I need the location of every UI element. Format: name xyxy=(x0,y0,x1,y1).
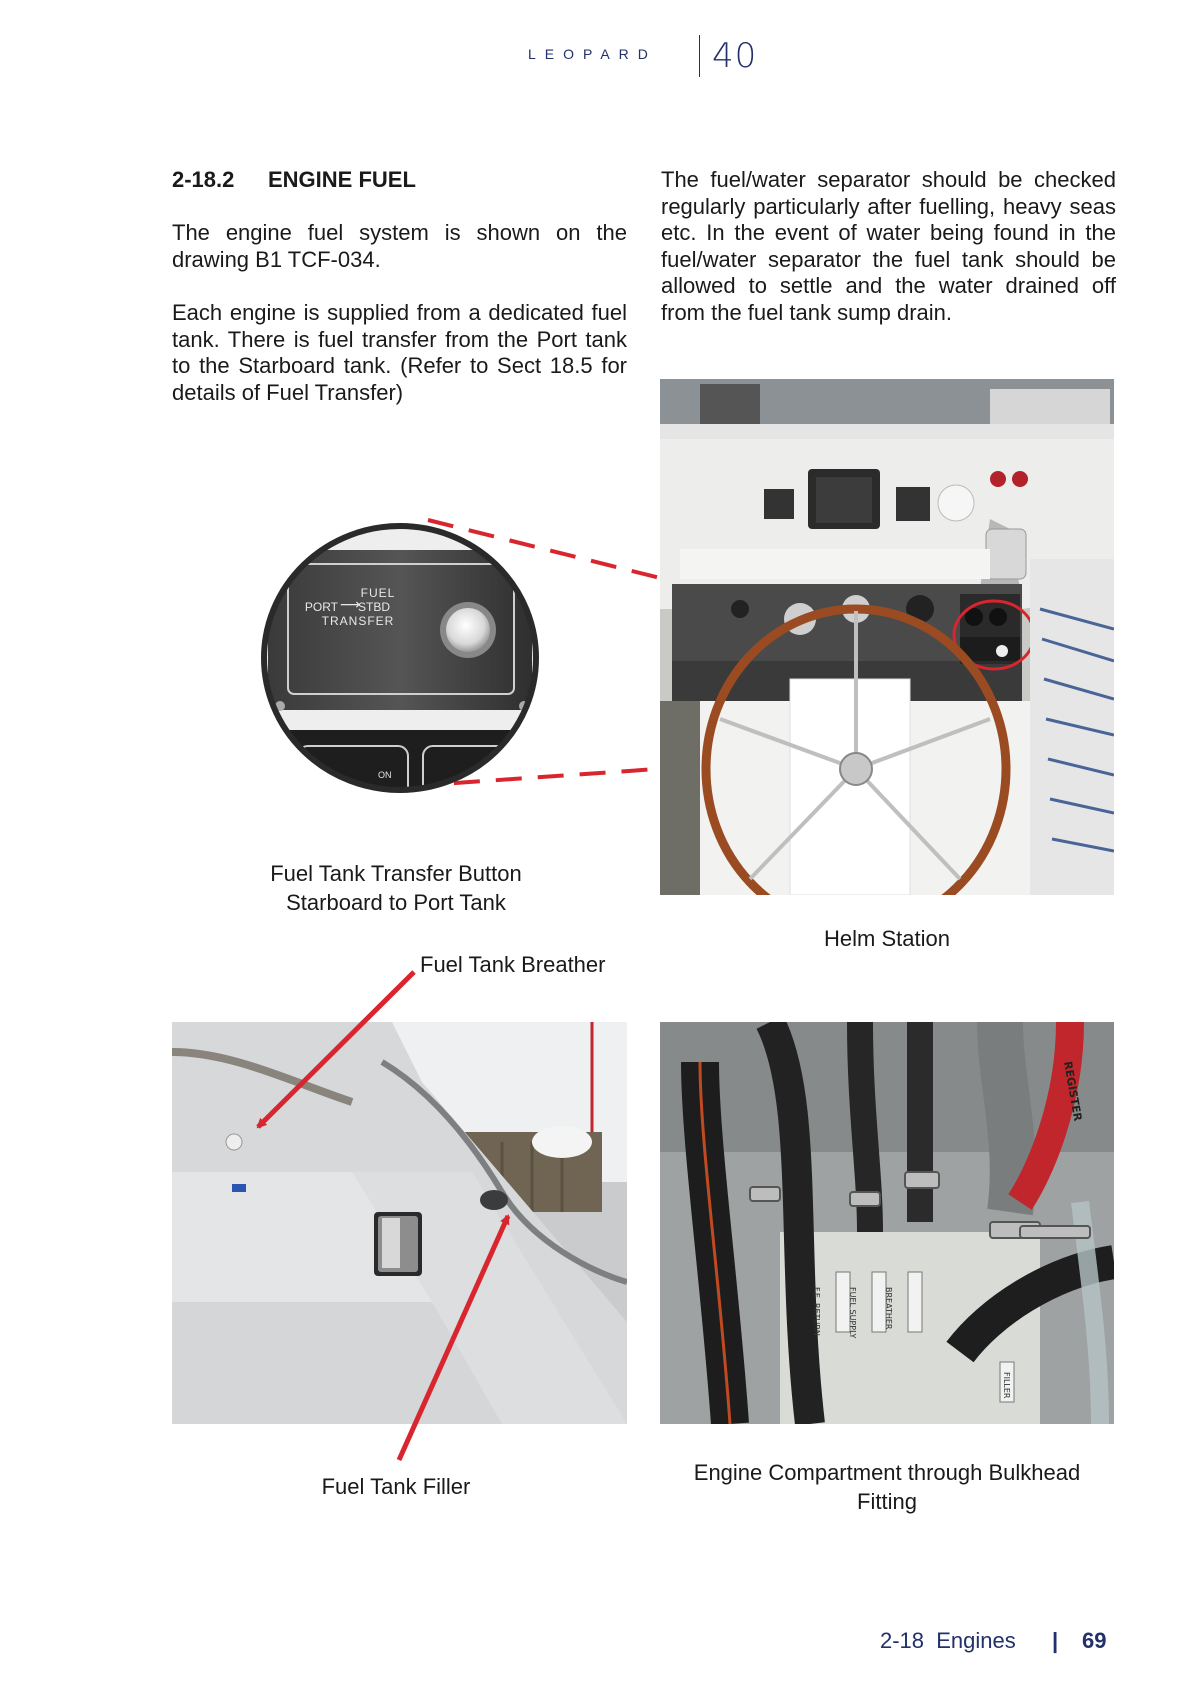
section-title: ENGINE FUEL xyxy=(268,167,416,192)
panel-label-fuel: FUEL xyxy=(360,586,396,600)
caption-fuel-tank-filler: Fuel Tank Filler xyxy=(321,1474,471,1499)
caption-transfer-line2: Starboard to Port Tank xyxy=(286,890,506,915)
brand-model-number: 40 xyxy=(712,36,758,76)
hose-label-breather: BREATHER xyxy=(884,1287,893,1330)
paragraph-fuel-system: The engine fuel system is shown on the drawing B1 TCF-034. xyxy=(172,220,627,272)
brand-wordmark: LEOPARD xyxy=(528,46,657,62)
footer-separator: | xyxy=(1052,1628,1059,1653)
arrow-right-icon: ⟶ xyxy=(340,596,361,612)
paragraph-separator: The fuel/water separator should be checked regularly particularly after fuelling, heavy seas etc. In the event of water being found in the fuel/water separator the fuel tank should be allowed to settle and the water drained off from the fuel tank sump drain. xyxy=(661,167,1116,325)
hose-label-fuel-supply: FUEL SUPPLY xyxy=(848,1287,857,1339)
page-number: 69 xyxy=(1082,1628,1107,1653)
caption-engine-line1: Engine Compartment through Bulkhead xyxy=(693,1460,1081,1485)
switch-label-on: ON xyxy=(378,770,392,780)
hose-label-fe-return: F.E. RETURN xyxy=(812,1287,821,1336)
hose-label-filler: FILLER xyxy=(1002,1372,1011,1399)
caption-transfer-line1: Fuel Tank Transfer Button xyxy=(270,861,522,886)
caption-helm-station: Helm Station xyxy=(824,926,950,951)
filler-arrow xyxy=(399,1216,508,1460)
caption-fuel-tank-breather: Fuel Tank Breather xyxy=(420,952,606,977)
paragraph-fuel-tank: Each engine is supplied from a dedicated fuel tank. There is fuel transfer from the Port tank to the Starboard tank. (Refer to Sect 18.5 for details of Fuel Transfer) xyxy=(172,300,627,405)
footer-section: 2-18 Engines xyxy=(880,1628,1016,1653)
panel-label-stbd: STBD xyxy=(358,600,391,614)
panel-label-transfer: TRANSFER xyxy=(321,614,395,628)
breather-arrow xyxy=(258,972,414,1127)
section-number: 2-18.2 xyxy=(172,167,235,192)
hose-label-register: REGISTER xyxy=(1061,1060,1085,1123)
panel-label-port: PORT xyxy=(304,600,338,614)
caption-engine-line2: Fitting xyxy=(857,1489,917,1514)
